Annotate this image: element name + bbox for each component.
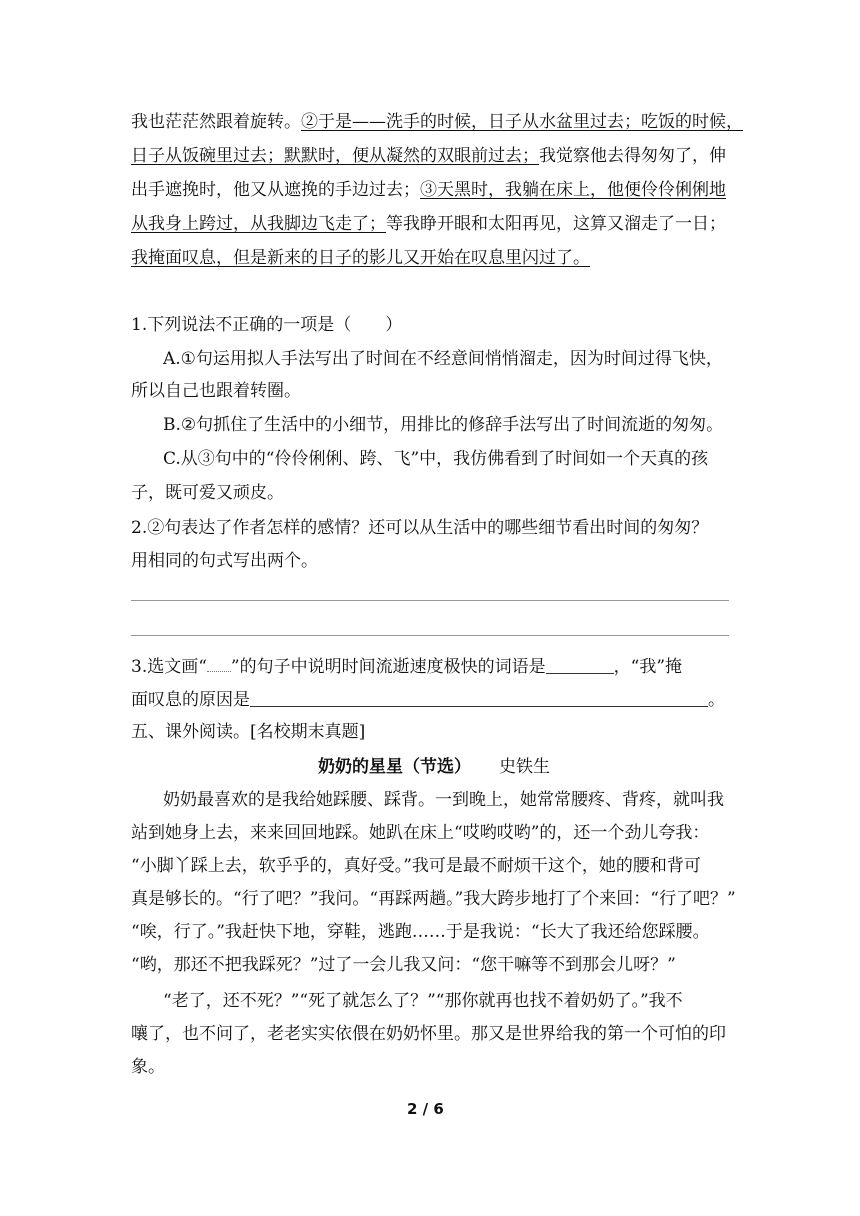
- underlined-sentence-end: 我掩面叹息，但是新来的日子的影儿又开始在叹息里闪过了。: [131, 248, 590, 268]
- passage-text: 我觉察他去得匆匆了，伸: [539, 146, 726, 166]
- q1-option-a-line-2: 所以自己也跟着转圈。: [131, 381, 301, 401]
- article-line: 嚷了，也不问了，老老实实依偎在奶奶怀里。那又是世界给我的第一个可怕的印: [131, 1024, 726, 1044]
- passage-line-1: [131, 110, 743, 134]
- article-title-line: [318, 755, 550, 779]
- article-line: 站到她身上去，来来回回地踩。她趴在床上“哎哟哎哟”的，还一个劲儿夸我：: [131, 823, 710, 843]
- q3-blank-reason[interactable]: [250, 690, 708, 707]
- answer-line-2[interactable]: [131, 635, 729, 636]
- passage-line-3: [131, 178, 726, 202]
- q1-stem: 1.下列说法不正确的一项是（ ）: [131, 315, 403, 335]
- article-author: 史铁生: [499, 757, 550, 777]
- q3-text: 面叹息的原因是: [131, 690, 250, 710]
- q3-line-2: [131, 688, 725, 712]
- q3-text: 。: [708, 690, 725, 710]
- article-line: 奶奶最喜欢的是我给她踩腰、踩背。一到晚上，她常常腰疼、背疼，就叫我: [163, 790, 724, 810]
- underlined-sentence-3-cont: 从我身上跨过，从我脚边飞走了；: [131, 214, 386, 234]
- section-five-heading: 五、课外阅读。[名校期末真题]: [131, 722, 366, 742]
- article-title: 奶奶的星星（节选）: [318, 757, 471, 777]
- page-number: 2 / 6: [407, 1100, 444, 1118]
- passage-line-2: [131, 144, 726, 168]
- underlined-sentence-2: ②于是——洗手的时候，日子从水盆里过去；吃饭的时候，: [301, 112, 743, 132]
- article-line: “哟，那还不把我踩死？”过了一会儿我又问：“您干嘛等不到那会儿呀？”: [131, 955, 676, 975]
- q1-option-a-line-1: A.①句运用拟人手法写出了时间在不经意间悄悄溜走，因为时间过得飞快，: [163, 349, 723, 369]
- underlined-sentence-2-cont: 日子从饭碗里过去；默默时，便从凝然的双眼前过去；: [131, 146, 539, 166]
- passage-text: 等我睁开眼和太阳再见，这算又溜走了一日；: [386, 214, 726, 234]
- q2-line-2: 用相同的句式写出两个。: [131, 551, 318, 571]
- q3-text: ，“我”掩: [613, 657, 683, 677]
- q3-text: 3.选文画“: [131, 657, 207, 677]
- article-line: “老了，还不死？”“死了就怎么了？”“那你就再也找不着奶奶了。”我不: [163, 991, 683, 1011]
- q2-line-1: 2.②句表达了作者怎样的感情？还可以从生活中的哪些细节看出时间的匆匆？: [131, 518, 709, 538]
- passage-line-5: [131, 246, 590, 270]
- answer-line-1[interactable]: [131, 600, 729, 601]
- q1-option-b: B.②句抓住了生活中的小细节，用排比的修辞手法写出了时间流逝的匆匆。: [163, 415, 724, 435]
- q3-text: ”的句子中说明时间流逝速度极快的词语是: [230, 657, 546, 677]
- wavy-line-marker: [207, 659, 231, 672]
- passage-line-4: [131, 212, 726, 236]
- article-line: “唉，行了。”我赶快下地，穿鞋，逃跑……于是我说：“长大了我还给您踩腰。: [131, 922, 710, 942]
- passage-text: 出手遮挽时，他又从遮挽的手边过去；: [131, 180, 420, 200]
- article-line: 真是够长的。“行了吧？”我问。“再踩两趟。”我大跨步地打了个来回：“行了吧？”: [131, 889, 736, 909]
- q3-line-1: [131, 655, 682, 679]
- q3-blank-word[interactable]: [546, 657, 614, 674]
- q1-option-c-line-2: 子，既可爱又顽皮。: [131, 483, 284, 503]
- underlined-sentence-3: ③天黑时，我躺在床上，他便伶伶俐俐地: [420, 180, 726, 200]
- q1-option-c-line-1: C.从③句中的“伶伶俐俐、跨、飞”中，我仿佛看到了时间如一个天真的孩: [163, 449, 709, 469]
- article-line: 象。: [131, 1057, 165, 1077]
- article-line: “小脚丫踩上去，软乎乎的，真好受。”我可是最不耐烦干这个，她的腰和背可: [131, 856, 701, 876]
- passage-text: 我也茫茫然跟着旋转。: [131, 112, 301, 132]
